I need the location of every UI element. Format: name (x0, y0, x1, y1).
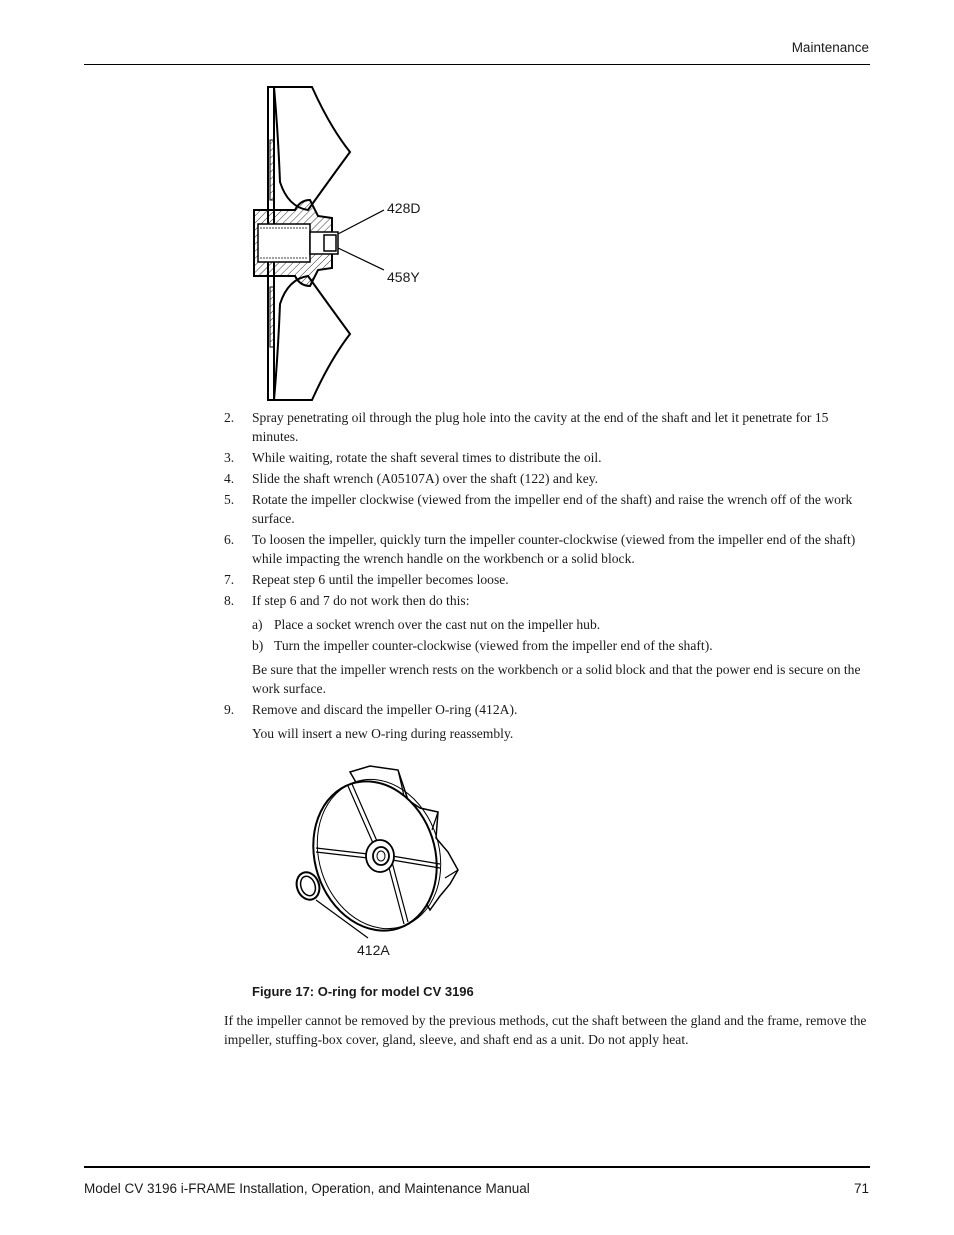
step-7 (224, 570, 874, 589)
procedure-steps (224, 408, 874, 743)
step-number: 6. (224, 532, 235, 547)
label-428d: 428D (387, 200, 421, 216)
step-text: Spray penetrating oil through the plug hole into the cavity at the end of the shaft and let it penetrate for 15 minutes. (252, 410, 829, 444)
substep-text: Turn the impeller counter-clockwise (viewed from the impeller end of the shaft). (274, 638, 713, 653)
substep-letter: a) (252, 617, 263, 632)
step-text: Remove and discard the impeller O-ring (412A). (252, 702, 518, 717)
step-number: 9. (224, 702, 235, 717)
step-number: 4. (224, 471, 235, 486)
step-number: 2. (224, 410, 235, 425)
step-number: 5. (224, 492, 235, 507)
header-rule (84, 64, 870, 65)
step-text: Repeat step 6 until the impeller becomes loose. (252, 572, 509, 587)
impeller-section-drawing (240, 82, 440, 404)
step-text: Slide the shaft wrench (A05107A) over the shaft (122) and key. (252, 471, 599, 486)
section-header: Maintenance (791, 40, 869, 55)
step-number: 7. (224, 572, 235, 587)
step-number: 3. (224, 450, 235, 465)
substep-letter: b) (252, 638, 264, 653)
substep-b (224, 636, 874, 655)
footer-rule (84, 1166, 870, 1168)
substep-text: Place a socket wrench over the cast nut on the impeller hub. (274, 617, 601, 632)
oring-figure (280, 760, 470, 940)
label-412a: 412A (357, 942, 390, 958)
label-458y: 458Y (387, 269, 420, 285)
step-text: To loosen the impeller, quickly turn the impeller counter-clockwise (viewed from the impeller end of the shaft) while impacting the wrench handle on the workbench or a solid block. (252, 532, 856, 566)
step-text: While waiting, rotate the shaft several times to distribute the oil. (252, 450, 602, 465)
step-5 (224, 490, 874, 528)
step-9 (224, 700, 874, 719)
page-number: 71 (853, 1181, 869, 1196)
footer-title: Model CV 3196 i-FRAME Installation, Operation, and Maintenance Manual (84, 1181, 530, 1196)
impeller-section-figure (240, 82, 440, 404)
closing-paragraph: If the impeller cannot be removed by the previous methods, cut the shaft between the gland and the frame, remove the impeller, stuffing-box cover, gland, sleeve, and shaft end as a unit. Do not apply heat. (224, 1013, 867, 1047)
step-text: If step 6 and 7 do not work then do this: (252, 593, 470, 608)
step-4 (224, 469, 874, 488)
oring-drawing (280, 760, 470, 940)
figure-caption: Figure 17: O-ring for model CV 3196 (252, 984, 474, 999)
step-text: Rotate the impeller clockwise (viewed from the impeller end of the shaft) and raise the wrench off of the work surface. (252, 492, 853, 526)
step-2 (224, 408, 874, 446)
step-number: 8. (224, 593, 235, 608)
step-8 (224, 591, 874, 610)
step-9-note: You will insert a new O-ring during reassembly. (252, 726, 514, 741)
step-6 (224, 530, 874, 568)
step-8-note: Be sure that the impeller wrench rests on the workbench or a solid block and that the power end is secure on the work surface. (252, 662, 861, 696)
substep-a (224, 615, 874, 634)
step-3 (224, 448, 874, 467)
